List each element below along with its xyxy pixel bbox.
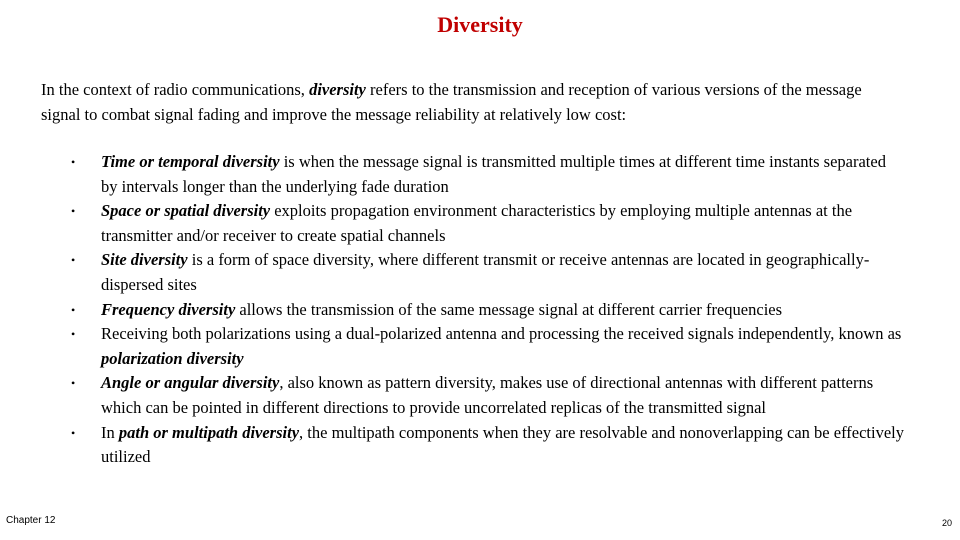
bullet-post: is when the message signal is transmitted multiple times at different time instants separated by intervals longer than the underlying fade duration: [101, 152, 886, 196]
bullet-dot: •: [71, 253, 76, 268]
bullet-post: , the multipath components when they are resolvable and nonoverlapping can be effectively utilized: [101, 422, 904, 467]
bullet-post: exploits propagation environment characteristics by employing multiple antennas at the transmitter and/or receiver to create spatial channels: [101, 201, 853, 245]
bullet-term: polarization diversity: [101, 348, 244, 368]
bullet-dot: •: [71, 425, 76, 440]
bullet-item-site: [71, 248, 906, 297]
bullet-dot: •: [71, 302, 76, 317]
bullet-item-angle: [71, 371, 906, 420]
bullet-post: allows the transmission of the same message signal at different carrier frequencies: [235, 299, 783, 319]
bullet-dot: •: [71, 155, 76, 169]
bullet-pre: Receiving both polarizations using a dual-polarized antenna and processing the received signals independently, known as: [101, 324, 902, 344]
bullet-post: is a form of space diversity, where different transmit or receive antennas are located in geographically-dispersed sites: [101, 250, 870, 294]
bullet-term: Space or spatial diversity: [101, 201, 271, 221]
bullet-term: Site diversity: [101, 250, 188, 270]
bullet-term: Angle or angular diversity: [101, 373, 280, 393]
bullet-item-multipath: [71, 421, 906, 470]
intro-before: In the context of radio communications,: [41, 80, 310, 99]
bullet-post: , also known as pattern diversity, makes use of directional antennas with different patterns which can be pointed in different directions to provide uncorrelated replicas of the transmitted signal: [101, 373, 874, 417]
intro-after: refers to the transmission and reception of various versions of the message signal to combat signal fading and improve the message reliability at relatively low cost:: [41, 80, 862, 124]
bullet-list: [71, 150, 906, 470]
bullet-term: Frequency diversity: [101, 299, 236, 319]
intro-paragraph: [41, 78, 901, 127]
bullet-item-frequency: [71, 298, 906, 323]
page-number: 20: [941, 518, 952, 528]
intro-term: diversity: [309, 80, 366, 99]
slide-title: Diversity: [437, 12, 523, 37]
bullet-item-space: [71, 199, 906, 248]
bullet-dot: •: [71, 376, 76, 391]
bullet-item-polarization: [71, 322, 906, 371]
bullet-item-time: [71, 150, 906, 199]
bullet-dot: •: [71, 204, 76, 219]
bullet-term: Time or temporal diversity: [101, 152, 280, 171]
bullet-pre: In: [101, 422, 119, 442]
bullet-dot: •: [71, 327, 76, 342]
footer-chapter: Chapter 12: [6, 515, 56, 526]
bullet-term: path or multipath diversity: [118, 422, 300, 442]
